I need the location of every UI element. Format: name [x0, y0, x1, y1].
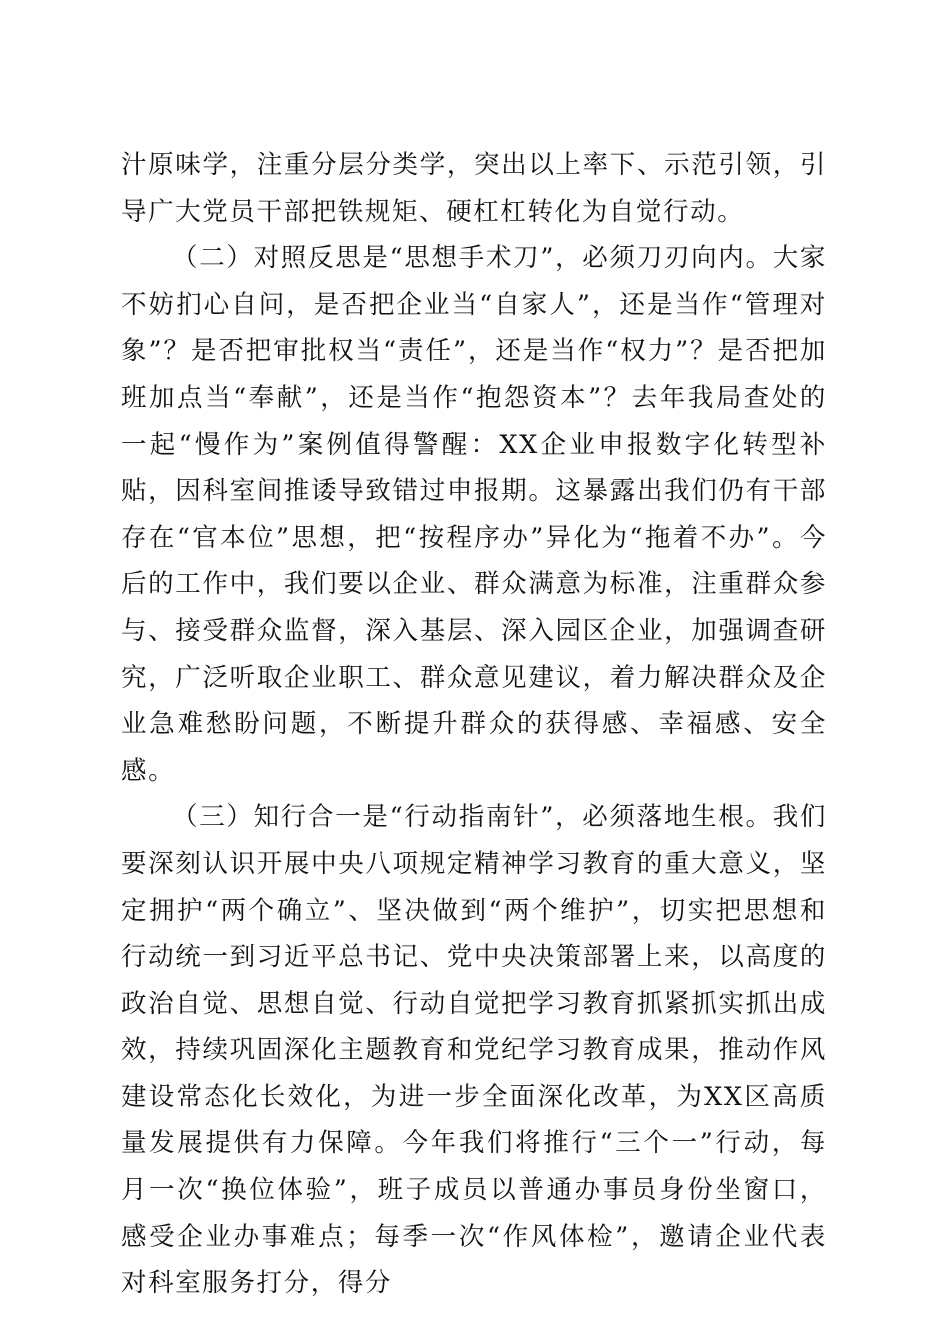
document-body [121, 142, 827, 1307]
paragraph-section-3: （三）知行合一是“行动指南针”，必须落地生根。我们要深刻认识开展中央八项规定精神学习教育的重大意义，坚定拥护“两个确立”、坚决做到“两个维护”，切实把思想和行动统一到习近平总书记、党中央决策部署上来，以高度的政治自觉、思想自觉、行动自觉把学习教育抓紧抓实抓出成效，持续巩固深化主题教育和党纪学习教育成果，推动作风建设常态化长效化，为进一步全面深化改革，为XX区高质量发展提供有力保障。今年我们将推行“三个一”行动，每月一次“换位体验”，班子成员以普通办事员身份坐窗口，感受企业办事难点；每季一次“作风体检”，邀请企业代表对科室服务打分，得分 [121, 802, 827, 1299]
paragraph-continuation: 汁原味学，注重分层分类学，突出以上率下、示范引领，引导广大党员干部把铁规矩、硬杠杠转化为自觉行动。 [121, 150, 827, 227]
paragraph-section-2: （二）对照反思是“思想手术刀”，必须刀刃向内。大家不妨扪心自问，是否把企业当“自家人”，还是当作“管理对象”？是否把审批权当“责任”，还是当作“权力”？是否把加班加点当“奉献”，还是当作“抱怨资本”？去年我局查处的一起“慢作为”案例值得警醒：XX企业申报数字化转型补贴，因科室间推诿导致错过申报期。这暴露出我们仍有干部存在“官本位”思想，把“按程序办”异化为“拖着不办”。今后的工作中，我们要以企业、群众满意为标准，注重群众参与、接受群众监督，深入基层、深入园区企业，加强调查研究，广泛听取企业职工、群众意见建议，着力解决群众及企业急难愁盼问题，不断提升群众的获得感、幸福感、安全感。 [121, 243, 827, 786]
